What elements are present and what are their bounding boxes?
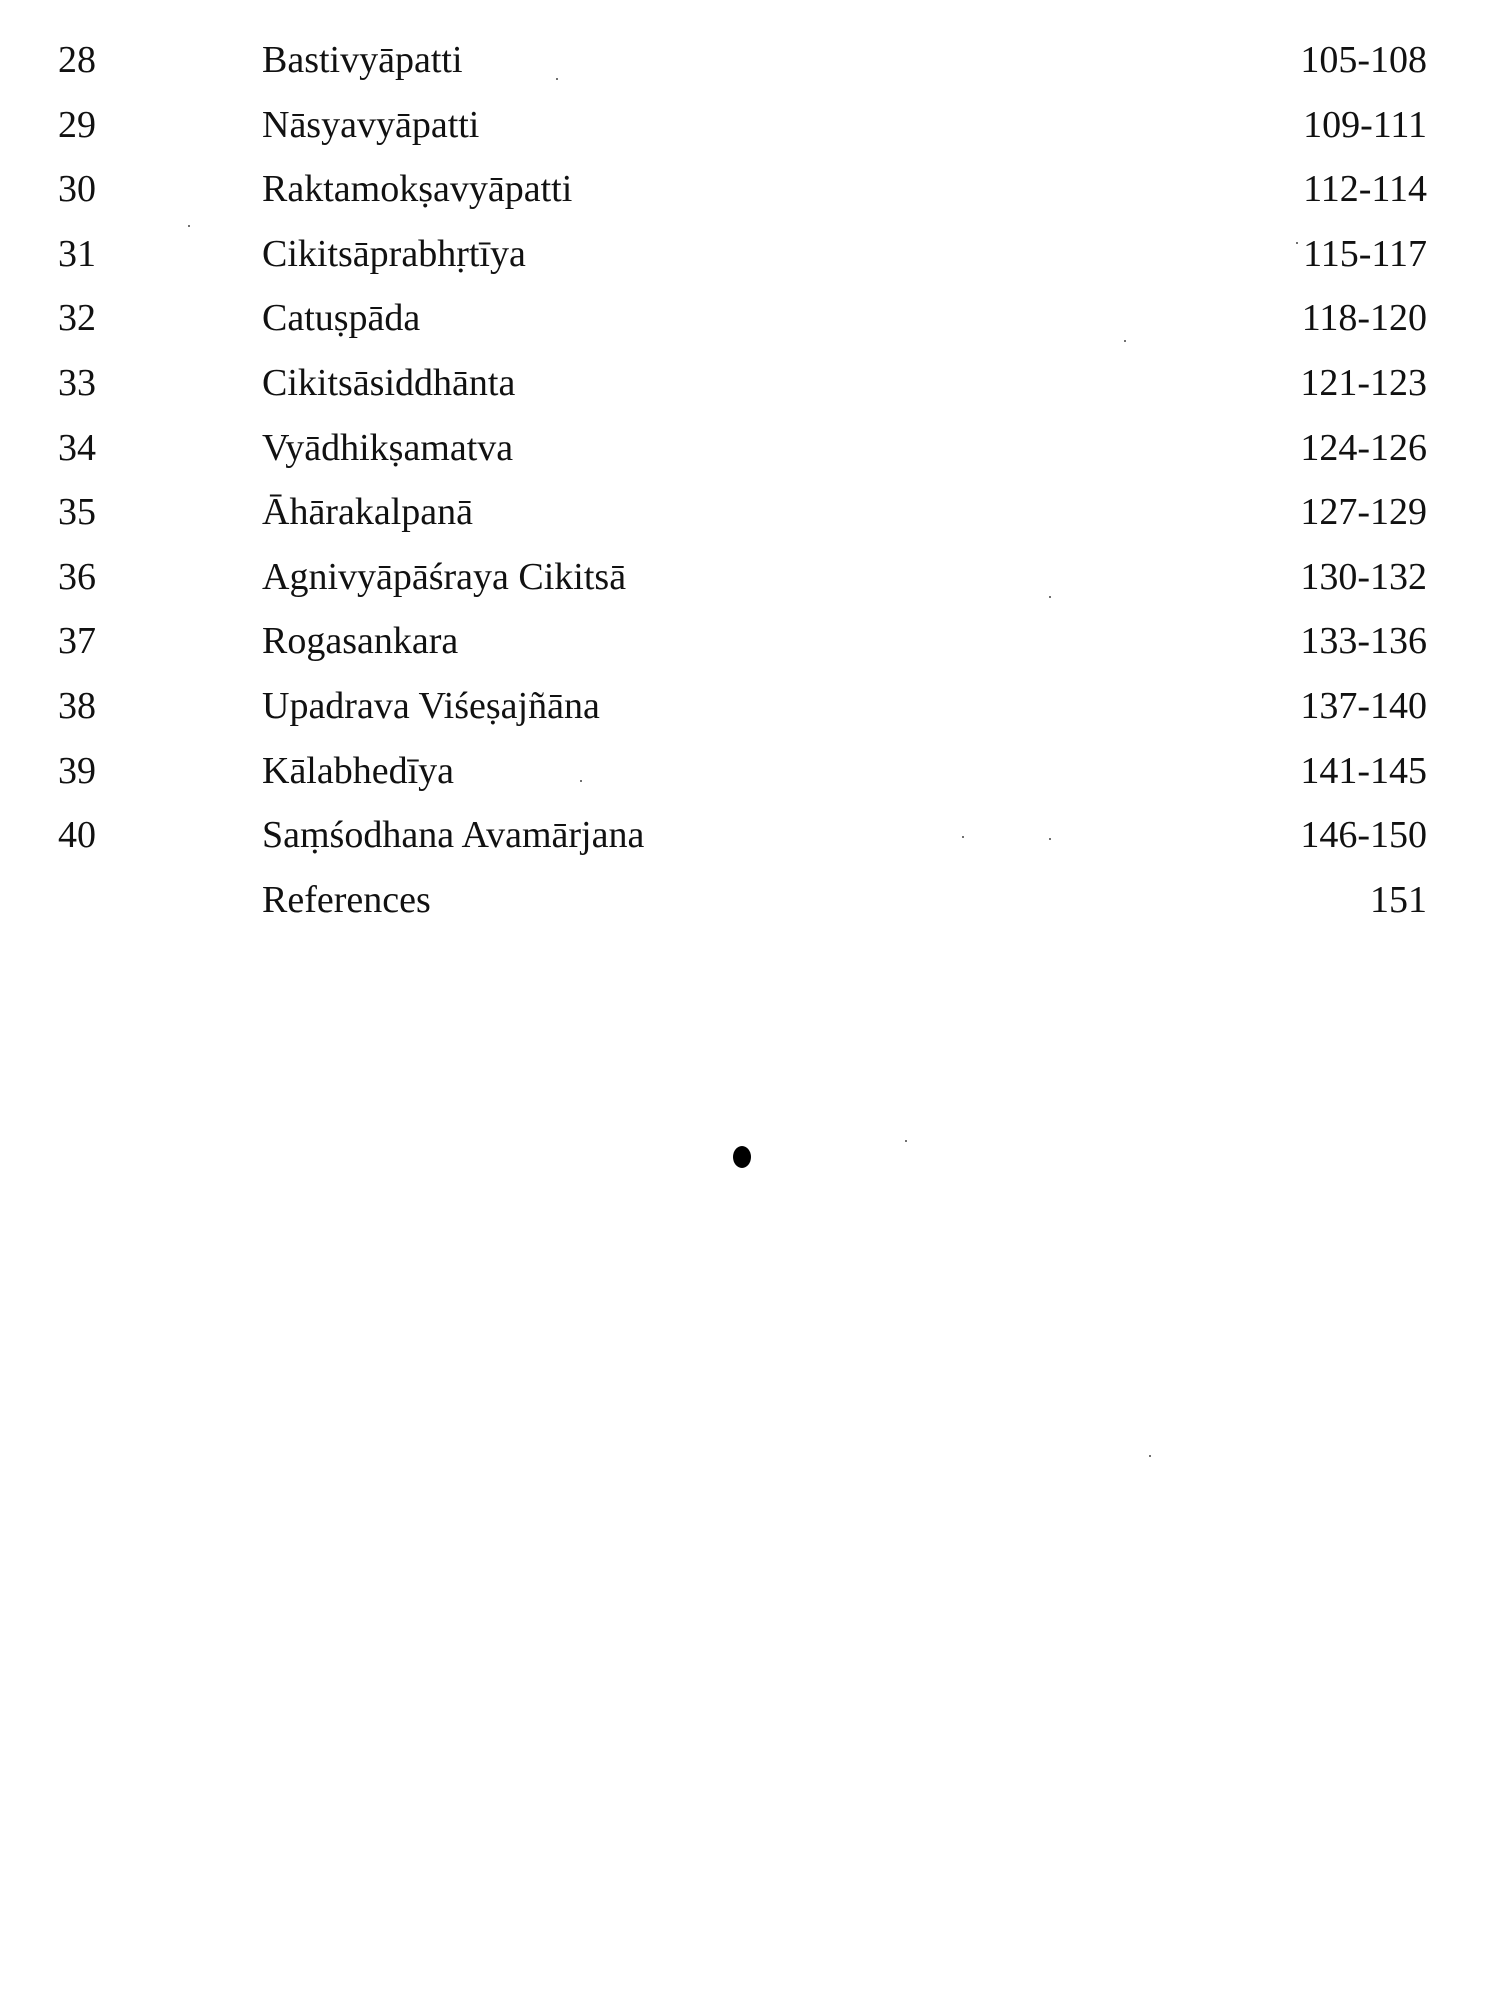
toc-entry	[0, 222, 1500, 287]
page-range: 124-126	[1300, 426, 1427, 469]
page-range: 115-117	[1303, 232, 1427, 275]
toc-entry-references	[0, 868, 1500, 933]
page-range: 130-132	[1300, 555, 1427, 598]
chapter-title: Cikitsāprabhṛtīya	[262, 232, 526, 275]
chapter-title: Āhārakalpanā	[262, 491, 473, 534]
page-range: 127-129	[1300, 491, 1427, 534]
scan-speck	[556, 78, 558, 80]
toc-entry	[0, 803, 1500, 868]
end-bullet-icon	[733, 1146, 751, 1168]
chapter-number: 31	[58, 232, 96, 275]
chapter-number: 40	[58, 814, 96, 857]
chapter-title: Bastivyāpatti	[262, 39, 463, 81]
scan-speck	[962, 836, 964, 838]
chapter-number: 30	[58, 168, 96, 211]
toc-entry	[0, 609, 1500, 674]
table-of-contents	[0, 28, 1500, 932]
toc-entry	[0, 286, 1500, 351]
chapter-title: Kālabhedīya	[262, 749, 455, 792]
chapter-number: 38	[58, 684, 96, 727]
scan-speck	[1049, 838, 1051, 840]
chapter-title: References	[262, 878, 431, 921]
chapter-title: Vyādhikṣamatva	[262, 426, 514, 469]
chapter-title: Catuṣpāda	[262, 297, 421, 340]
scan-speck	[188, 225, 190, 227]
toc-entry	[0, 28, 1500, 93]
page-range: 141-145	[1300, 749, 1427, 792]
toc-entry	[0, 674, 1500, 739]
page-range: 146-150	[1300, 814, 1427, 857]
chapter-number: 39	[58, 749, 96, 792]
chapter-title: Nāsyavyāpatti	[262, 103, 480, 146]
page-range: 118-120	[1301, 297, 1427, 340]
page-range: 133-136	[1300, 620, 1427, 663]
page-range: 121-123	[1300, 361, 1427, 404]
chapter-title: Cikitsāsiddhānta	[262, 361, 516, 404]
scan-speck	[1296, 242, 1298, 244]
scan-speck	[580, 780, 582, 782]
scan-speck	[1149, 1455, 1151, 1457]
toc-entry	[0, 416, 1500, 481]
scan-speck	[1049, 596, 1051, 598]
page-range: 151	[1370, 878, 1427, 921]
chapter-number: 35	[58, 491, 96, 534]
toc-entry	[0, 739, 1500, 804]
toc-entry	[0, 157, 1500, 222]
chapter-number: 34	[58, 426, 96, 469]
chapter-number: 32	[58, 297, 96, 340]
chapter-title: Raktamokṣavyāpatti	[262, 168, 573, 211]
page-range: 112-114	[1303, 168, 1427, 211]
chapter-title: Agnivyāpāśraya Cikitsā	[262, 555, 627, 598]
chapter-title: Saṃśodhana Avamārjana	[262, 814, 645, 857]
toc-entry	[0, 480, 1500, 545]
toc-entry	[0, 93, 1500, 158]
scan-speck	[1124, 340, 1126, 342]
chapter-title: Rogasankara	[262, 620, 459, 663]
chapter-title: Upadrava Viśeṣajñāna	[262, 684, 600, 727]
chapter-number: 28	[58, 39, 96, 81]
chapter-number: 33	[58, 361, 96, 404]
toc-entry	[0, 351, 1500, 416]
page-range: 109-111	[1303, 103, 1427, 146]
chapter-number: 37	[58, 620, 96, 663]
chapter-number: 29	[58, 103, 96, 146]
chapter-number: 36	[58, 555, 96, 598]
toc-entry	[0, 545, 1500, 610]
scan-speck	[905, 1140, 907, 1142]
page-range: 137-140	[1300, 684, 1427, 727]
page-range: 105-108	[1300, 39, 1427, 81]
